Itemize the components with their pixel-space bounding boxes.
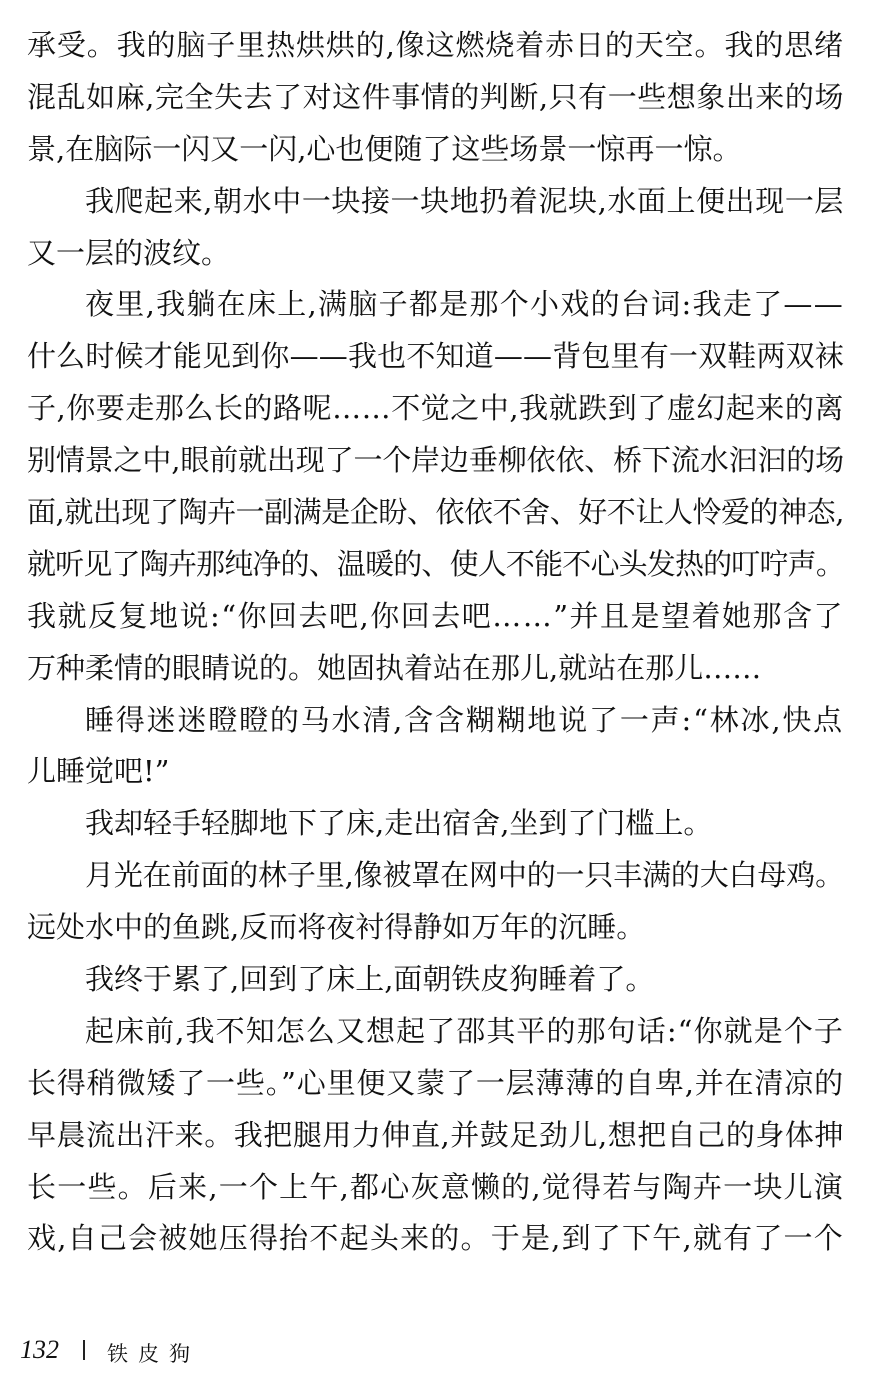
paragraph [27, 176, 844, 280]
text-line-row [27, 902, 844, 954]
book-title: 铁皮狗 [107, 1342, 200, 1366]
text-line-row [27, 1162, 844, 1214]
text-line: 睡得迷迷瞪瞪的马水清,含含糊糊地说了一声:“林冰,快点 [85, 702, 844, 737]
text-line-row [27, 746, 844, 798]
text-line-row [27, 954, 844, 1006]
text-line-row [27, 124, 844, 176]
text-line: 月光在前面的林子里,像被罩在网中的一只丰满的大白母鸡。 [85, 858, 844, 893]
text-line: 早晨流出汗来。我把腿用力伸直,并鼓足劲儿,想把自己的身体抻 [27, 1117, 844, 1152]
paragraph [27, 850, 844, 954]
text-line: 子,你要走那么长的路呢……不觉之中,我就跌到了虚幻起来的离 [27, 391, 844, 426]
text-line-row [27, 176, 844, 228]
text-line-row [27, 1058, 844, 1110]
text-line-row [27, 1006, 844, 1058]
text-line: 远处水中的鱼跳,反而将夜衬得静如万年的沉睡。 [27, 910, 646, 945]
text-line-row [27, 1213, 844, 1265]
text-line: 戏,自己会被她压得抬不起头来的。于是,到了下午,就有了一个 [27, 1221, 844, 1256]
page-footer [20, 1330, 200, 1370]
text-line-row [27, 435, 844, 487]
text-line-row [27, 331, 844, 383]
text-line: 我却轻手轻脚地下了床,走出宿舍,坐到了门槛上。 [85, 806, 713, 841]
text-line-row [27, 591, 844, 643]
text-line: 长得稍微矮了一些。”心里便又蒙了一层薄薄的自卑,并在清凉的 [27, 1065, 844, 1100]
paragraph [27, 798, 844, 850]
text-line: 我就反复地说:“你回去吧,你回去吧……”并且是望着她那含了 [27, 598, 844, 633]
text-line: 长一些。后来,一个上午,都心灰意懒的,觉得若与陶卉一块儿演 [27, 1169, 844, 1204]
text-line-row [27, 643, 844, 695]
paragraph [27, 954, 844, 1006]
text-line: 我终于累了,回到了床上,面朝铁皮狗睡着了。 [85, 962, 655, 997]
text-line: 夜里,我躺在床上,满脑子都是那个小戏的台词:我走了—— [85, 287, 844, 322]
text-line: 起床前,我不知怎么又想起了邵其平的那句话:“你就是个子 [85, 1013, 844, 1048]
text-line: 又一层的波纹。 [27, 235, 231, 270]
paragraph [27, 279, 844, 694]
text-line-row [27, 539, 844, 591]
text-line: 承受。我的脑子里热烘烘的,像这燃烧着赤日的天空。我的思绪 [27, 28, 844, 62]
paragraph [27, 695, 844, 799]
text-line: 我爬起来,朝水中一块接一块地扔着泥块,水面上便出现一层 [85, 183, 844, 218]
text-line-row [27, 72, 844, 124]
text-line-row [27, 798, 844, 850]
text-line-row [27, 850, 844, 902]
text-line-row [27, 228, 844, 280]
body-text [27, 20, 844, 1265]
text-line-row [27, 695, 844, 747]
text-line: 混乱如麻,完全失去了对这件事情的判断,只有一些想象出来的场 [27, 79, 844, 114]
text-line-row [27, 279, 844, 331]
page-number: 132 [20, 1335, 59, 1364]
text-line: 万种柔情的眼睛说的。她固执着站在那儿,就站在那儿…… [27, 650, 762, 685]
text-line-row [27, 1110, 844, 1162]
text-line: 儿睡觉吧!” [27, 754, 170, 789]
text-line: 就听见了陶卉那纯净的、温暖的、使人不能不心头发热的叮咛声。 [27, 546, 844, 581]
text-line: 景,在脑际一闪又一闪,心也便随了这些场景一惊再一惊。 [27, 131, 742, 166]
text-line-row [27, 20, 844, 72]
text-line-row [27, 487, 844, 539]
paragraph [27, 20, 844, 176]
text-line: 什么时候才能见到你——我也不知道——背包里有一双鞋两双袜 [27, 339, 844, 374]
paragraph [27, 1006, 844, 1265]
text-line-row [27, 383, 844, 435]
text-line: 面,就出现了陶卉一副满是企盼、依依不舍、好不让人怜爱的神态, [27, 495, 844, 530]
footer-divider [83, 1340, 85, 1360]
text-line: 别情景之中,眼前就出现了一个岸边垂柳依依、桥下流水汩汩的场 [27, 443, 844, 478]
